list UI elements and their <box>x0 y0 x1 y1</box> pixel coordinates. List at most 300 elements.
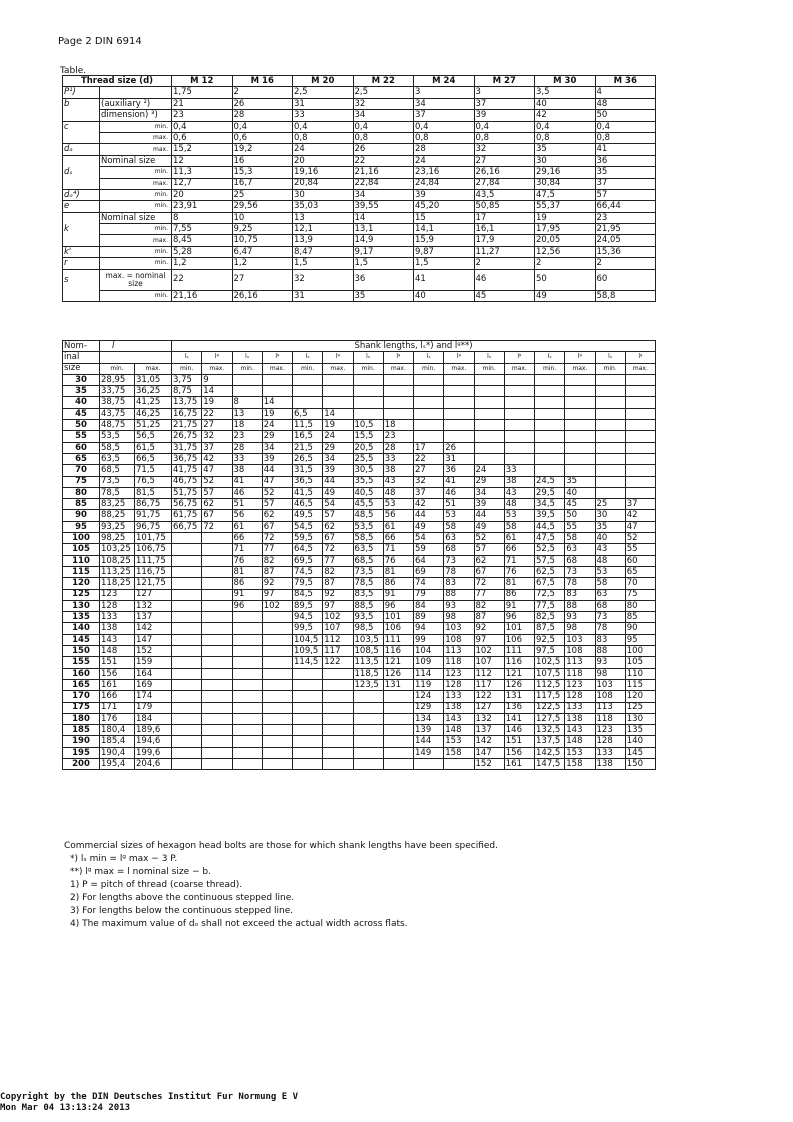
param-value: 26 <box>232 98 293 109</box>
length-value: 35 <box>595 521 625 532</box>
param-value: 14,1 <box>414 224 475 235</box>
length-value <box>353 386 383 397</box>
length-value: 99 <box>414 634 444 645</box>
length-value: 37 <box>414 487 444 498</box>
length-value <box>323 725 353 736</box>
length-value: 133 <box>595 747 625 758</box>
length-value <box>504 442 534 453</box>
length-value: 36 <box>444 465 474 476</box>
param-qualifier: min. <box>100 121 172 132</box>
length-value: 106 <box>383 623 413 634</box>
length-value: 135 <box>625 725 655 736</box>
param-qualifier: Nominal size <box>100 212 172 223</box>
length-value <box>262 374 292 385</box>
param-value: 8,45 <box>172 235 233 246</box>
length-value <box>262 386 292 397</box>
param-value: 9,87 <box>414 246 475 257</box>
nominal-length: 90 <box>63 510 100 521</box>
min-label: min. <box>293 363 323 374</box>
param-symbol: s <box>63 269 100 290</box>
param-value: 13,1 <box>353 224 414 235</box>
length-value: 88,5 <box>353 600 383 611</box>
length-value: 63,5 <box>100 453 135 464</box>
length-value: 19 <box>202 397 232 408</box>
param-value: 28 <box>232 110 293 121</box>
length-value: 133 <box>100 612 135 623</box>
length-value <box>595 465 625 476</box>
length-value: 96,75 <box>135 521 172 532</box>
nominal-length: 70 <box>63 465 100 476</box>
length-value: 88 <box>595 646 625 657</box>
length-value: 73 <box>565 566 595 577</box>
param-symbol <box>63 132 100 143</box>
length-value: 83 <box>565 589 595 600</box>
length-value: 51 <box>232 499 262 510</box>
length-value: 133 <box>444 691 474 702</box>
length-value: 87 <box>474 612 504 623</box>
param-value: 2,5 <box>293 87 354 98</box>
length-value <box>172 713 202 724</box>
length-value <box>202 612 232 623</box>
param-symbol <box>63 178 100 189</box>
length-value <box>202 668 232 679</box>
length-value: 57,5 <box>535 555 565 566</box>
length-value <box>535 386 565 397</box>
length-value: 86 <box>383 578 413 589</box>
length-value: 67 <box>262 521 292 532</box>
length-value <box>232 623 262 634</box>
nominal-length: 145 <box>63 634 100 645</box>
param-value: 19,2 <box>232 144 293 155</box>
length-value <box>625 453 655 464</box>
length-value: 79,5 <box>293 578 323 589</box>
param-value: 14 <box>353 212 414 223</box>
length-value: 22 <box>202 408 232 419</box>
length-value: 93,5 <box>353 612 383 623</box>
param-value: 24 <box>414 155 475 166</box>
notes <box>64 840 499 931</box>
length-value <box>172 679 202 690</box>
param-value: 39 <box>474 110 535 121</box>
nominal-length: 140 <box>63 623 100 634</box>
length-value: 123 <box>595 725 625 736</box>
length-value <box>323 691 353 702</box>
length-value: 112 <box>323 634 353 645</box>
length-value: 96 <box>383 600 413 611</box>
length-value: 43 <box>504 487 534 498</box>
param-value: 17 <box>474 212 535 223</box>
length-value: 50 <box>565 510 595 521</box>
length-value: 148 <box>100 646 135 657</box>
length-value: 128 <box>444 679 474 690</box>
param-value: 0,8 <box>474 132 535 143</box>
length-value: 153 <box>444 736 474 747</box>
param-value: 16,1 <box>474 224 535 235</box>
nominal-length: 30 <box>63 374 100 385</box>
param-value: 40 <box>535 98 596 109</box>
length-value: 82 <box>262 555 292 566</box>
length-value <box>202 758 232 769</box>
length-value: 93 <box>595 657 625 668</box>
length-value <box>232 691 262 702</box>
length-value <box>293 679 323 690</box>
param-value: 45,20 <box>414 201 475 212</box>
length-value <box>202 679 232 690</box>
length-value: 73 <box>595 612 625 623</box>
ls-label: lₛ <box>595 352 625 363</box>
length-value <box>353 374 383 385</box>
param-value: 1,5 <box>414 258 475 269</box>
note-line: 2) For lengths above the continuous stepped line. <box>70 893 295 904</box>
length-value: 62,5 <box>535 566 565 577</box>
length-value: 51,25 <box>135 420 172 431</box>
length-value <box>172 691 202 702</box>
length-value: 113 <box>444 646 474 657</box>
length-value <box>383 747 413 758</box>
length-value <box>565 374 595 385</box>
length-value: 93 <box>444 600 474 611</box>
length-value <box>202 736 232 747</box>
length-value: 118 <box>595 713 625 724</box>
length-value: 81,5 <box>135 487 172 498</box>
param-value: 20,05 <box>535 235 596 246</box>
param-value: 12 <box>172 155 233 166</box>
param-value: 0,4 <box>232 121 293 132</box>
length-value: 43 <box>595 544 625 555</box>
length-value: 44 <box>323 476 353 487</box>
param-value: 0,4 <box>595 121 656 132</box>
size-header: M 36 <box>595 76 656 87</box>
length-value: 81 <box>383 566 413 577</box>
length-value <box>262 736 292 747</box>
nominal-header: size <box>63 363 100 374</box>
length-value: 111 <box>383 634 413 645</box>
length-value: 138 <box>565 713 595 724</box>
length-value <box>232 758 262 769</box>
length-value: 47 <box>262 476 292 487</box>
length-value <box>323 374 353 385</box>
length-value: 91 <box>383 589 413 600</box>
length-value: 76 <box>383 555 413 566</box>
length-value: 34 <box>323 453 353 464</box>
length-value: 65 <box>625 566 655 577</box>
max-label: max. <box>625 363 655 374</box>
length-value <box>625 397 655 408</box>
length-value: 108,25 <box>100 555 135 566</box>
param-symbol: k <box>63 224 100 235</box>
length-value: 52 <box>262 487 292 498</box>
length-value: 26 <box>444 442 474 453</box>
min-label: min. <box>100 363 135 374</box>
length-value <box>323 386 353 397</box>
length-value: 87 <box>262 566 292 577</box>
max-label: max. <box>323 363 353 374</box>
nominal-length: 40 <box>63 397 100 408</box>
length-value: 33 <box>232 453 262 464</box>
length-value: 79 <box>414 589 444 600</box>
length-value <box>474 374 504 385</box>
length-value: 142 <box>474 736 504 747</box>
param-value: 11,3 <box>172 167 233 178</box>
length-value: 48,75 <box>100 420 135 431</box>
length-value: 30,5 <box>353 465 383 476</box>
length-value: 152 <box>135 646 172 657</box>
nominal-length: 175 <box>63 702 100 713</box>
length-value: 31,75 <box>172 442 202 453</box>
param-symbol <box>63 290 100 301</box>
length-value: 133 <box>565 702 595 713</box>
length-value: 117 <box>323 646 353 657</box>
length-value <box>172 566 202 577</box>
length-value: 108 <box>565 646 595 657</box>
length-value: 36,75 <box>172 453 202 464</box>
param-value: 3,5 <box>535 87 596 98</box>
length-value <box>262 691 292 702</box>
length-value <box>444 758 474 769</box>
length-value: 77 <box>323 555 353 566</box>
length-value <box>414 758 444 769</box>
length-value: 118,5 <box>353 668 383 679</box>
length-value: 34,5 <box>535 499 565 510</box>
length-value: 81 <box>232 566 262 577</box>
length-value: 6,5 <box>293 408 323 419</box>
param-value: 9,25 <box>232 224 293 235</box>
param-value: 48 <box>595 98 656 109</box>
length-value: 98 <box>565 623 595 634</box>
length-value: 94,5 <box>293 612 323 623</box>
length-value: 18 <box>383 420 413 431</box>
length-value <box>232 747 262 758</box>
length-value <box>262 657 292 668</box>
length-value <box>595 374 625 385</box>
length-value <box>172 533 202 544</box>
param-value: 50,85 <box>474 201 535 212</box>
nominal-length: 180 <box>63 713 100 724</box>
param-value: 0,8 <box>353 132 414 143</box>
length-value: 42 <box>414 499 444 510</box>
param-qualifier: min. <box>100 189 172 200</box>
param-value: 15 <box>414 212 475 223</box>
param-value: 0,8 <box>535 132 596 143</box>
length-value <box>232 668 262 679</box>
length-value: 31 <box>444 453 474 464</box>
max-label: max. <box>565 363 595 374</box>
length-value: 59,5 <box>293 533 323 544</box>
length-value: 137 <box>474 725 504 736</box>
length-value: 122 <box>323 657 353 668</box>
length-value: 127,5 <box>535 713 565 724</box>
length-value: 90 <box>625 623 655 634</box>
length-value: 103 <box>444 623 474 634</box>
length-value: 131 <box>504 691 534 702</box>
length-value: 26,75 <box>172 431 202 442</box>
length-value: 26,5 <box>293 453 323 464</box>
length-value: 78,5 <box>353 578 383 589</box>
length-value: 31,5 <box>293 465 323 476</box>
length-value: 92,5 <box>535 634 565 645</box>
param-value: 35,03 <box>293 201 354 212</box>
length-value: 38 <box>383 465 413 476</box>
size-header: M 16 <box>232 76 293 87</box>
length-value: 109,5 <box>293 646 323 657</box>
length-value: 125 <box>625 702 655 713</box>
param-value: 8 <box>172 212 233 223</box>
length-value <box>172 736 202 747</box>
length-value <box>535 374 565 385</box>
length-value: 102 <box>474 646 504 657</box>
length-value <box>504 397 534 408</box>
length-value <box>565 465 595 476</box>
length-value: 61 <box>232 521 262 532</box>
length-value: 78,5 <box>100 487 135 498</box>
param-symbol: k' <box>63 246 100 257</box>
length-value: 78 <box>444 566 474 577</box>
note-line: 1) P = pitch of thread (coarse thread). <box>70 880 243 891</box>
length-value <box>323 758 353 769</box>
length-value: 44 <box>414 510 444 521</box>
param-value: 0,6 <box>232 132 293 143</box>
param-value: 20 <box>293 155 354 166</box>
param-value: 8,47 <box>293 246 354 257</box>
length-value: 128 <box>100 600 135 611</box>
length-value: 96 <box>504 612 534 623</box>
length-value: 97 <box>323 600 353 611</box>
length-value: 48 <box>383 487 413 498</box>
length-value: 127 <box>474 702 504 713</box>
param-value: 24 <box>293 144 354 155</box>
length-value <box>232 374 262 385</box>
param-value: 27 <box>474 155 535 166</box>
length-value: 121,75 <box>135 578 172 589</box>
length-value: 136 <box>504 702 534 713</box>
size-header: M 12 <box>172 76 233 87</box>
param-symbol <box>63 110 100 121</box>
length-value <box>595 476 625 487</box>
param-value: 0,4 <box>535 121 596 132</box>
size-header: M 24 <box>414 76 475 87</box>
length-value <box>595 487 625 498</box>
length-value: 147,5 <box>535 758 565 769</box>
length-value: 129 <box>414 702 444 713</box>
length-value: 134 <box>414 713 444 724</box>
param-value: 55,37 <box>535 201 596 212</box>
length-value: 100 <box>625 646 655 657</box>
length-value: 57 <box>202 487 232 498</box>
length-value: 102 <box>262 600 292 611</box>
length-value: 95 <box>625 634 655 645</box>
length-value <box>625 408 655 419</box>
length-value: 164 <box>135 668 172 679</box>
length-value: 88 <box>565 600 595 611</box>
length-value: 39 <box>323 465 353 476</box>
l-label: l <box>100 341 172 352</box>
param-symbol: e <box>63 201 100 212</box>
length-value <box>444 420 474 431</box>
param-qualifier: max. <box>100 144 172 155</box>
length-value: 122,5 <box>535 702 565 713</box>
length-value: 66 <box>504 544 534 555</box>
length-value <box>383 713 413 724</box>
length-value: 109 <box>414 657 444 668</box>
nominal-length: 195 <box>63 747 100 758</box>
length-value: 158 <box>444 747 474 758</box>
param-value: 39 <box>414 189 475 200</box>
length-value: 41,5 <box>293 487 323 498</box>
param-value: 1,75 <box>172 87 233 98</box>
param-value: 19,16 <box>293 167 354 178</box>
length-value <box>172 747 202 758</box>
length-value: 137 <box>135 612 172 623</box>
length-value: 118 <box>565 668 595 679</box>
size-header: M 27 <box>474 76 535 87</box>
param-value: 30,84 <box>535 178 596 189</box>
param-value: 24,84 <box>414 178 475 189</box>
length-value: 45,5 <box>353 499 383 510</box>
length-value: 126 <box>383 668 413 679</box>
ls-label: lₛ <box>535 352 565 363</box>
length-value: 199,6 <box>135 747 172 758</box>
length-value: 32 <box>414 476 444 487</box>
length-value: 107 <box>323 623 353 634</box>
length-value: 107,5 <box>535 668 565 679</box>
length-value: 142 <box>135 623 172 634</box>
length-value: 161 <box>504 758 534 769</box>
length-value <box>172 668 202 679</box>
length-value: 151 <box>100 657 135 668</box>
length-value: 107 <box>474 657 504 668</box>
length-value: 45 <box>565 499 595 510</box>
length-value: 147 <box>474 747 504 758</box>
length-value: 22 <box>414 453 444 464</box>
length-value: 169 <box>135 679 172 690</box>
length-value <box>262 725 292 736</box>
length-value: 73,5 <box>353 566 383 577</box>
length-value: 104,5 <box>293 634 323 645</box>
length-value: 39 <box>262 453 292 464</box>
length-value: 123 <box>100 589 135 600</box>
param-value: 35 <box>535 144 596 155</box>
length-value: 102 <box>323 612 353 623</box>
length-value: 54 <box>323 499 353 510</box>
length-value <box>444 431 474 442</box>
length-value: 114 <box>414 668 444 679</box>
length-value: 60 <box>625 555 655 566</box>
length-value: 25,5 <box>353 453 383 464</box>
param-value: 12,7 <box>172 178 233 189</box>
length-value: 41 <box>444 476 474 487</box>
thread-size-label: Thread size (d) <box>63 76 172 87</box>
length-value <box>474 442 504 453</box>
param-value: 27 <box>232 269 293 290</box>
length-value <box>202 646 232 657</box>
length-value: 82 <box>323 566 353 577</box>
length-value: 143 <box>444 713 474 724</box>
length-value <box>232 702 262 713</box>
length-value <box>474 453 504 464</box>
param-qualifier: min. <box>100 290 172 301</box>
param-qualifier: dimension) ³) <box>100 110 172 121</box>
nominal-length: 135 <box>63 612 100 623</box>
length-value: 87 <box>323 578 353 589</box>
min-label: min. <box>172 363 202 374</box>
min-label: min. <box>595 363 625 374</box>
param-qualifier: min. <box>100 258 172 269</box>
length-value: 72 <box>202 521 232 532</box>
length-value: 153 <box>565 747 595 758</box>
param-value: 11,27 <box>474 246 535 257</box>
length-value <box>535 420 565 431</box>
length-value: 139 <box>414 725 444 736</box>
